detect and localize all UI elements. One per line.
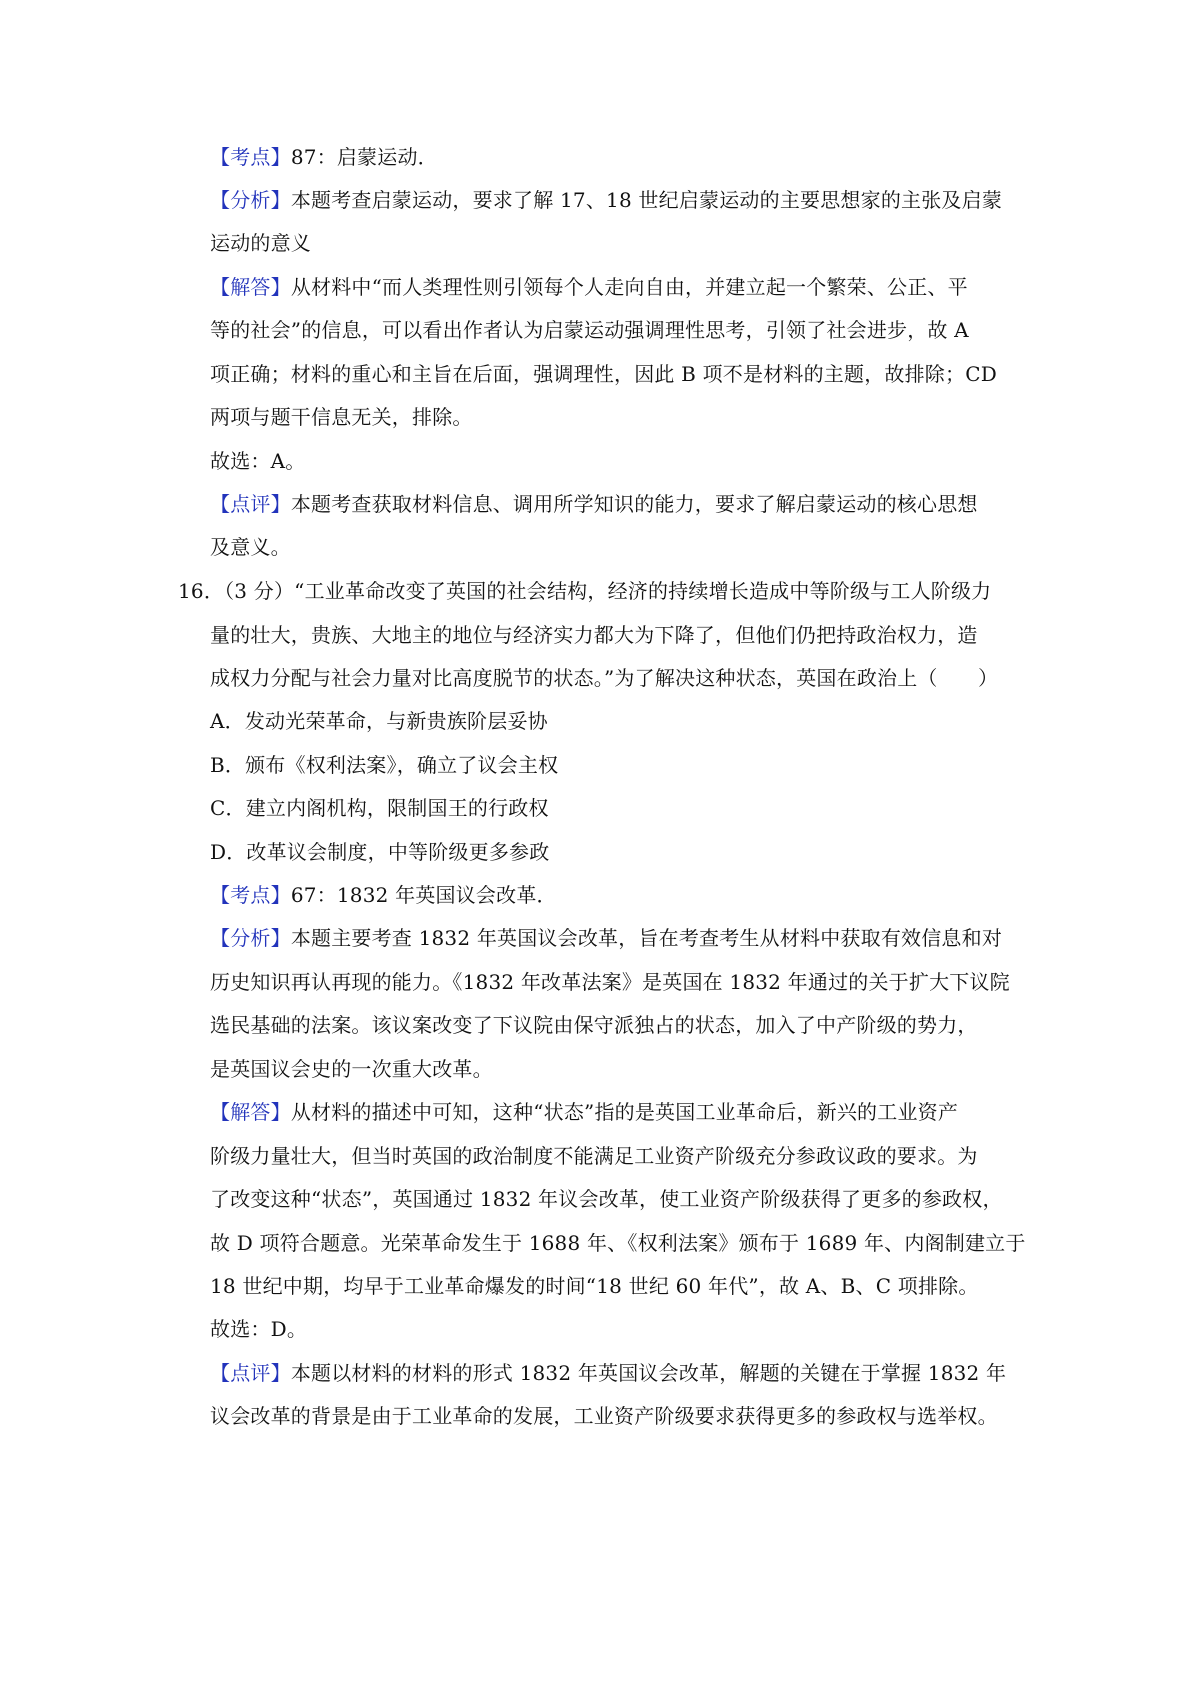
q16-fenxi-line2: 历史知识再认再现的能力。《1832 年改革法案》是英国在 1832 年通过的关于扩大下议院 — [210, 970, 1010, 994]
q16-kaodian — [210, 880, 1030, 910]
q16-jieda-line3: 了改变这种“状态”，英国通过 1832 年议会改革，使工业资产阶级获得了更多的参政权， — [210, 1187, 1003, 1211]
q16-dianping-line2: 议会改革的背景是由于工业革命的发展，工业资产阶级要求获得更多的参政权与选举权。 — [210, 1404, 998, 1428]
kaodian-text: 67：1832 年英国议会改革． — [290, 883, 557, 907]
q16-fenxi-line3: 选民基础的法案。该议案改变了下议院由保守派独占的状态，加入了中产阶级的势力， — [210, 1013, 978, 1037]
question-stem: （3 分）“工业革命改变了英国的社会结构，经济的持续增长造成中等阶级与工人阶级力 — [224, 579, 992, 603]
q16-jieda-line4: 故 D 项符合题意。光荣革命发生于 1688 年、《权利法案》颁布于 1689 年、内阁制建立于 — [210, 1231, 1026, 1255]
fenxi-text: 本题考查启蒙运动，要求了解 17、18 世纪启蒙运动的主要思想家的主张及启蒙 — [290, 188, 1003, 212]
jieda-tag: 【解答】 — [210, 1100, 291, 1124]
fenxi-tag: 【分析】 — [210, 188, 291, 212]
q16-fenxi-line1 — [210, 923, 1030, 953]
q15-jieda-line2: 等的社会”的信息，可以看出作者认为启蒙运动强调理性思考，引领了社会进步，故 A — [210, 318, 969, 342]
jieda-text: 从材料中“而人类理性则引领每个人走向自由，并建立起一个繁荣、公正、平 — [290, 275, 968, 299]
jieda-tag: 【解答】 — [210, 275, 291, 299]
q16-guxuan: 故选：D。 — [210, 1317, 308, 1341]
dianping-text: 本题以材料的材料的形式 1832 年英国议会改革，解题的关键在于掌握 1832 年 — [290, 1361, 1007, 1385]
q15-dianping-line2: 及意义。 — [210, 535, 291, 559]
dianping-tag: 【点评】 — [210, 492, 291, 516]
q16-option-c: C．建立内阁机构，限制国王的行政权 — [210, 796, 549, 820]
q15-jieda-line3: 项正确；材料的重心和主旨在后面，强调理性，因此 B 项不是材料的主题，故排除；CD — [210, 362, 997, 386]
q15-dianping-line1 — [210, 489, 1030, 519]
kaodian-tag: 【考点】 — [210, 883, 291, 907]
q16-option-b: B．颁布《权利法案》，确立了议会主权 — [210, 753, 559, 777]
q16-option-a: A．发动光荣革命，与新贵族阶层妥协 — [210, 709, 548, 733]
q16-stem-line3: 成权力分配与社会力量对比高度脱节的状态。”为了解决这种状态，英国在政治上（ ） — [210, 666, 999, 690]
fenxi-tag: 【分析】 — [210, 926, 291, 950]
q16-jieda-line2: 阶级力量壮大，但当时英国的政治制度不能满足工业资产阶级充分参政议政的要求。为 — [210, 1144, 978, 1168]
q15-fenxi-line2: 运动的意义 — [210, 231, 311, 255]
q16-option-d: D．改革议会制度，中等阶级更多参政 — [210, 840, 550, 864]
q16-stem-line2: 量的壮大，贵族、大地主的地位与经济实力都大为下降了，但他们仍把持政治权力，造 — [210, 623, 978, 647]
q16-jieda-line1 — [210, 1097, 1030, 1127]
q16-jieda-line5: 18 世纪中期，均早于工业革命爆发的时间“18 世纪 60 年代”，故 A、B、C 项排除。 — [210, 1274, 979, 1298]
fenxi-text: 本题主要考查 1832 年英国议会改革，旨在考查考生从材料中获取有效信息和对 — [290, 926, 1003, 950]
dianping-text: 本题考查获取材料信息、调用所学知识的能力，要求了解启蒙运动的核心思想 — [290, 492, 978, 516]
q15-fenxi-line1 — [210, 185, 1030, 215]
dianping-tag: 【点评】 — [210, 1361, 291, 1385]
jieda-text: 从材料的描述中可知，这种“状态”指的是英国工业革命后，新兴的工业资产 — [290, 1100, 959, 1124]
kaodian-text: 87：启蒙运动． — [290, 145, 438, 169]
q16-fenxi-line4: 是英国议会史的一次重大改革。 — [210, 1057, 493, 1081]
kaodian-tag: 【考点】 — [210, 145, 291, 169]
question-number: 16． — [178, 579, 225, 603]
q16-dianping-line1 — [210, 1358, 1030, 1388]
q15-guxuan: 故选：A。 — [210, 449, 306, 473]
q16-stem-line1 — [178, 576, 1038, 606]
q15-kaodian — [210, 142, 1030, 172]
q15-jieda-line1 — [210, 272, 1030, 302]
q15-jieda-line4: 两项与题干信息无关，排除。 — [210, 405, 473, 429]
